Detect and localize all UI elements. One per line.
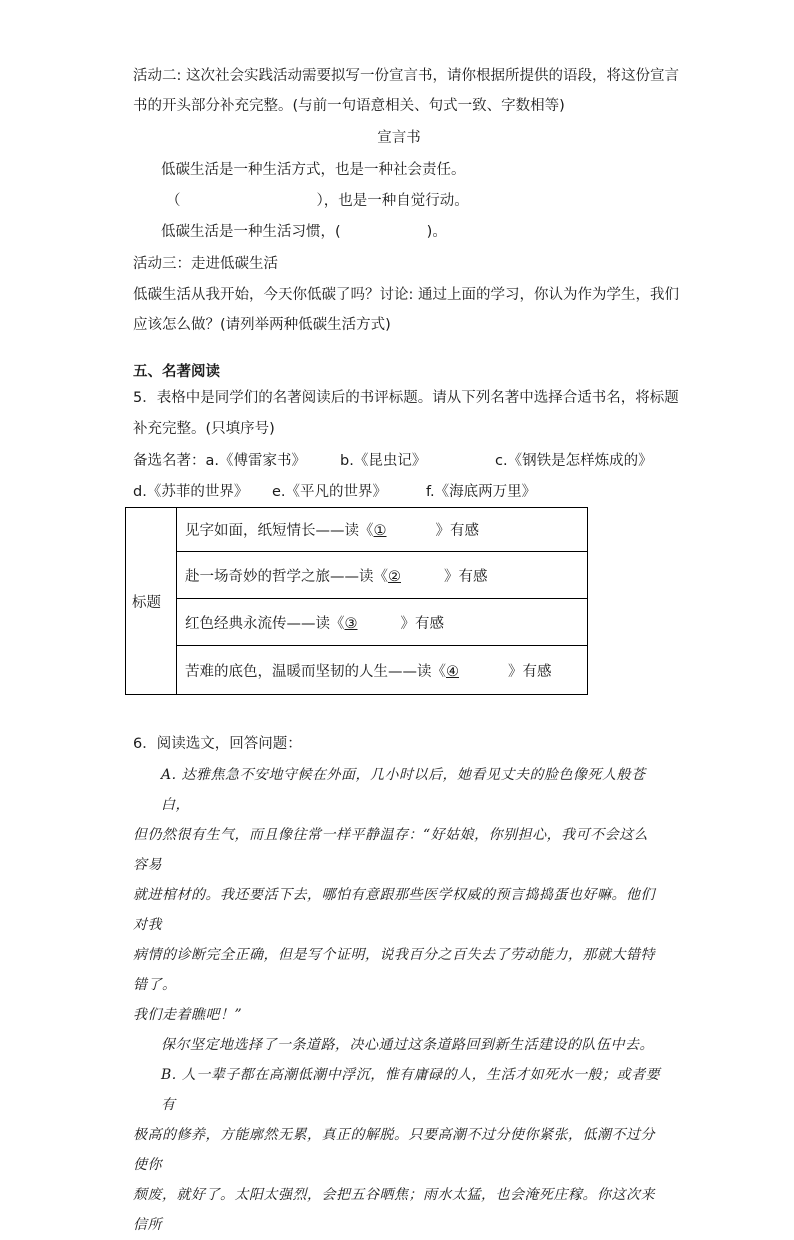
row-2-mark: ② xyxy=(388,568,401,585)
passage-b-line-1: B. 人一辈子都在高潮低潮中浮沉，惟有庸碌的人，生活才如死水一般；或者要有 xyxy=(161,1067,661,1113)
passage-a-line-6: 保尔坚定地选择了一条道路，决心通过这条道路回到新生活建设的队伍中去。 xyxy=(161,1037,654,1053)
passage-a-line-1: A. 达雅焦急不安地守候在外面，几小时以后，她看见丈夫的脸色像死人般苍白， xyxy=(161,767,646,813)
option-c: c.《钢铁是怎样炼成的》 xyxy=(495,453,653,469)
table-label: 标题 xyxy=(126,508,177,695)
row-4-mark: ④ xyxy=(446,663,459,680)
table-cell-1 xyxy=(177,508,588,552)
options-label: 备选名著： xyxy=(133,453,206,469)
answer-blank-row-4[interactable] xyxy=(446,664,508,680)
row-2-suffix: 》有感 xyxy=(444,568,488,585)
passage-a-line-2: 但仍然很有生气，而且像往常一样平静温存：“好姑娘，你别担心，我可不会这么容易 xyxy=(133,827,649,873)
question5-line2: 补充完整。(只填序号) xyxy=(133,421,275,437)
row-2-text: 赴一场奇妙的哲学之旅——读《 xyxy=(185,568,388,585)
row-3-mark: ③ xyxy=(344,615,358,632)
declaration-heading: 宣言书 xyxy=(377,130,421,146)
answer-blank-row-2[interactable] xyxy=(388,569,444,585)
declaration-sentence-3 xyxy=(161,222,447,242)
question5-line1: 5．表格中是同学们的名著阅读后的书评标题。请从下列名著中选择合适书名，将标题 xyxy=(133,390,679,406)
passage-a xyxy=(133,760,661,1240)
row-1-suffix: 》有感 xyxy=(435,523,479,539)
sentence-3-tail: )。 xyxy=(426,224,447,240)
passage-a-line-4: 病情的诊断完全正确，但是写个证明，说我百分之百失去了劳动能力，那就大错特错了。 xyxy=(133,947,655,993)
option-f: f.《海底两万里》 xyxy=(426,484,537,500)
row-3-text: 红色经典永流传——读《 xyxy=(185,615,345,632)
row-1-text: 见字如面，纸短情长——读《 xyxy=(185,523,374,539)
option-e: e.《平凡的世界》 xyxy=(272,484,388,500)
option-b: b.《昆虫记》 xyxy=(340,453,427,469)
options-row-1 xyxy=(133,451,306,471)
passage-b-line-2: 极高的修养，方能廓然无累，真正的解脱。只要高潮不过分使你紧张，低潮不过分使你 xyxy=(133,1127,655,1173)
table-row xyxy=(126,552,588,599)
activity3-line1: 低碳生活从我开始，今天你低碳了吗？讨论: 通过上面的学习，你认为作为学生，我们 xyxy=(133,287,679,303)
activity2-line1: 活动二: 这次社会实践活动需要拟写一份宣言书，请你根据所提供的语段，将这份宣言 xyxy=(133,68,679,84)
table-row xyxy=(126,646,588,695)
sentence-2-tail: ），也是一种自觉行动。 xyxy=(316,193,469,209)
activity3-title: 活动三：走进低碳生活 xyxy=(133,256,278,272)
answer-blank-row-3[interactable] xyxy=(345,616,401,632)
activity3-line2: 应该怎么做？(请列举两种低碳生活方式) xyxy=(133,317,391,333)
question6-title: 6．阅读选文，回答问题： xyxy=(133,736,302,752)
sentence-3-head: 低碳生活是一种生活习惯，( xyxy=(161,224,341,240)
table-cell-4 xyxy=(177,646,588,695)
passage-a-line-3: 就进棺材的。我还要活下去，哪怕有意跟那些医学权威的预言捣捣蛋也好嘛。他们对我 xyxy=(133,887,655,933)
passage-a-line-5: 我们走着瞧吧！” xyxy=(133,1007,243,1023)
row-3-suffix: 》有感 xyxy=(400,615,444,632)
table-row xyxy=(126,508,588,552)
option-d: d.《苏菲的世界》 xyxy=(133,484,249,500)
table-cell-3 xyxy=(177,599,588,646)
table-cell-2 xyxy=(177,552,588,599)
row-4-suffix: 》有感 xyxy=(508,663,552,680)
passage-b-line-3: 颓废，就好了。太阳太强烈，会把五谷晒焦；雨水太猛，也会淹死庄稼。你这次来信所 xyxy=(133,1187,655,1233)
activity2-line2: 书的开头部分补充完整。(与前一句语意相关、句式一致、字数相等) xyxy=(133,98,565,114)
blank-open-paren: （ xyxy=(166,193,181,209)
section5-heading: 五、名著阅读 xyxy=(133,364,220,380)
declaration-sentence-2 xyxy=(166,191,469,211)
book-review-table xyxy=(125,507,588,695)
option-a: a.《傅雷家书》 xyxy=(205,453,306,469)
row-4-text: 苦难的底色，温暖而坚韧的人生——读《 xyxy=(185,663,446,680)
answer-blank-row-1[interactable] xyxy=(374,523,436,539)
declaration-sentence-1: 低碳生活是一种生活方式，也是一种社会责任。 xyxy=(161,162,466,178)
row-1-mark: ① xyxy=(373,523,387,539)
table-row xyxy=(126,599,588,646)
